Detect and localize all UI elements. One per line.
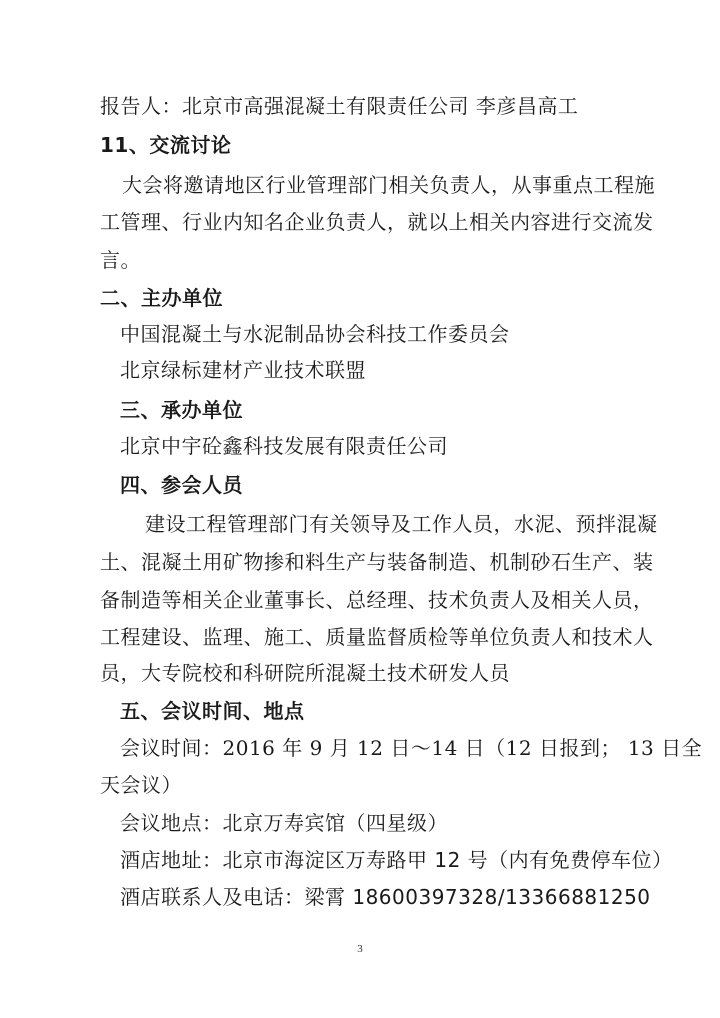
reporter-line: 报告人：北京市高强混凝土有限责任公司 李彦昌高工 xyxy=(100,94,579,118)
section4-para-line-4: 工程建设、监理、施工、质量监督质检等单位负责人和技术人 xyxy=(100,625,654,649)
meeting-time-line-2: 天会议） xyxy=(100,773,182,797)
item11-para-line-3: 言。 xyxy=(100,248,141,272)
item11-para-line-2: 工管理、行业内知名企业负责人，就以上相关内容进行交流发 xyxy=(100,210,654,234)
section2-heading: 二、主办单位 xyxy=(100,286,223,310)
section2-org-1: 中国混凝土与水泥制品协会科技工作委员会 xyxy=(120,322,510,346)
section2-org-2: 北京绿标建材产业技术联盟 xyxy=(120,358,366,382)
meeting-time-line-1: 会议时间：2016 年 9 月 12 日～14 日（12 日报到； 13 日全 xyxy=(120,736,703,760)
meeting-venue: 会议地点：北京万寿宾馆（四星级） xyxy=(120,811,448,835)
section5-heading: 五、会议时间、地点 xyxy=(120,699,305,723)
section4-para-line-3: 备制造等相关企业董事长、总经理、技术负责人及相关人员， xyxy=(100,588,654,612)
section4-para-line-2: 土、混凝土用矿物掺和料生产与装备制造、机制砂石生产、装 xyxy=(100,550,654,574)
hotel-address: 酒店地址：北京市海淀区万寿路甲 12 号（内有免费停车位） xyxy=(120,848,673,872)
item11-heading: 11、交流讨论 xyxy=(100,133,232,157)
hotel-contact: 酒店联系人及电话：梁霄 18600397328/13366881250 xyxy=(120,885,651,909)
section4-para-line-5: 员，大专院校和科研院所混凝土技术研发人员 xyxy=(100,661,510,685)
section4-heading: 四、参会人员 xyxy=(120,473,243,497)
section4-para-line-1: 建设工程管理部门有关领导及工作人员，水泥、预拌混凝 xyxy=(145,512,658,536)
section3-heading: 三、承办单位 xyxy=(120,398,243,422)
item11-para-line-1: 大会将邀请地区行业管理部门相关负责人，从事重点工程施 xyxy=(122,173,655,197)
section3-org: 北京中宇砼鑫科技发展有限责任公司 xyxy=(120,434,448,458)
page-number: 3 xyxy=(357,943,363,955)
